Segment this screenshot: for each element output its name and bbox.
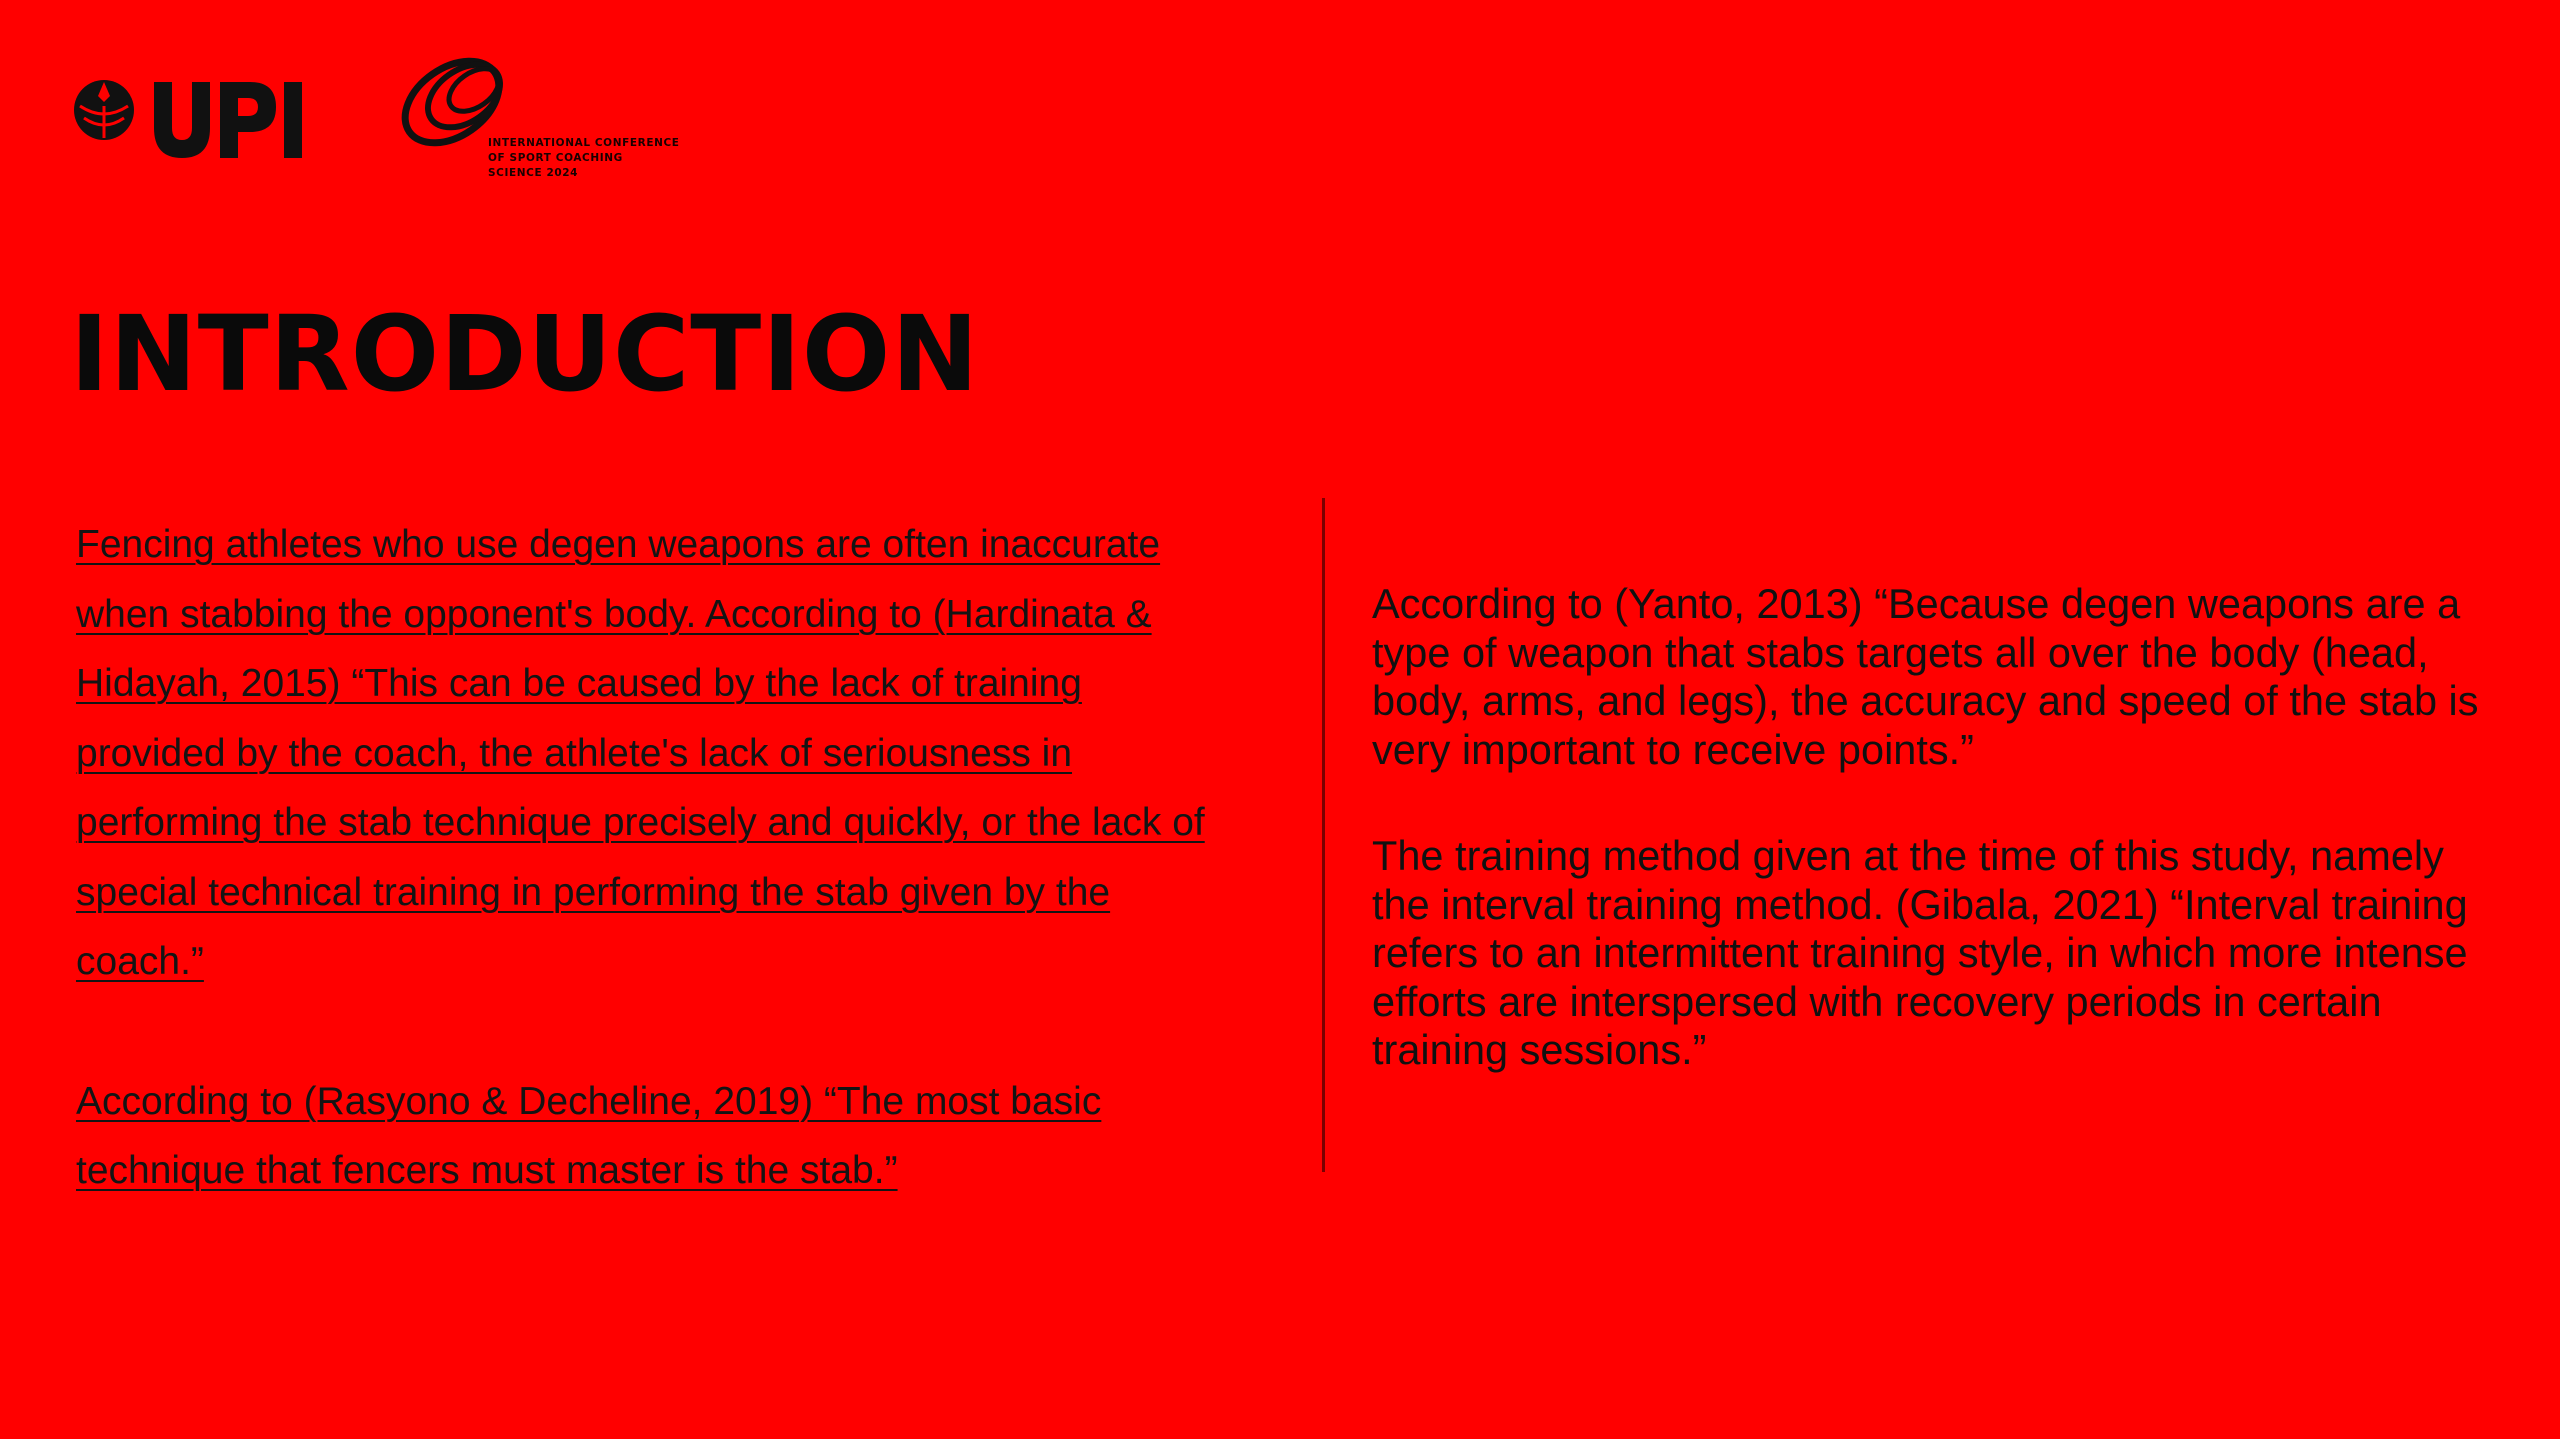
conference-line-1: INTERNATIONAL CONFERENCE bbox=[488, 137, 680, 149]
column-divider bbox=[1322, 498, 1325, 1172]
right-paragraph-2: The training method given at the time of this study, namely the interval training method. (Gibala, 2021) “Interval training refers to an intermittent training style, in which more intense efforts are interspersed with recovery periods in certain training sessions.” bbox=[1372, 832, 2468, 1073]
upi-emblem-icon bbox=[70, 76, 310, 166]
right-paragraph-1: According to (Yanto, 2013) “Because degen weapons are a type of weapon that stabs targets all over the body (head, body, arms, and legs), the accuracy and speed of the stab is very important to receive points.” bbox=[1372, 580, 2479, 773]
conference-line-2: OF SPORT COACHING bbox=[488, 152, 623, 164]
left-paragraph-2[interactable]: According to (Rasyono & Decheline, 2019) “The most basic technique that fencers must master is the stab.” bbox=[76, 1079, 1102, 1192]
right-column bbox=[1372, 580, 2512, 1075]
conference-name bbox=[488, 136, 718, 181]
conference-line-3: SCIENCE 2024 bbox=[488, 167, 579, 179]
page-title: INTRODUCTION bbox=[70, 293, 980, 415]
left-paragraph-1[interactable]: Fencing athletes who use degen weapons are often inaccurate when stabbing the opponent's body. According to (Hardinata & Hidayah, 2015) “This can be caused by the lack of training provided by the coach, the athlete's lack of seriousness in performing the stab technique precisely and quickly, or the lack of special technical training in performing the stab given by the coach.” bbox=[76, 523, 1205, 983]
upi-logo bbox=[70, 76, 310, 166]
conference-logo bbox=[390, 52, 710, 192]
left-column bbox=[76, 510, 1236, 1206]
